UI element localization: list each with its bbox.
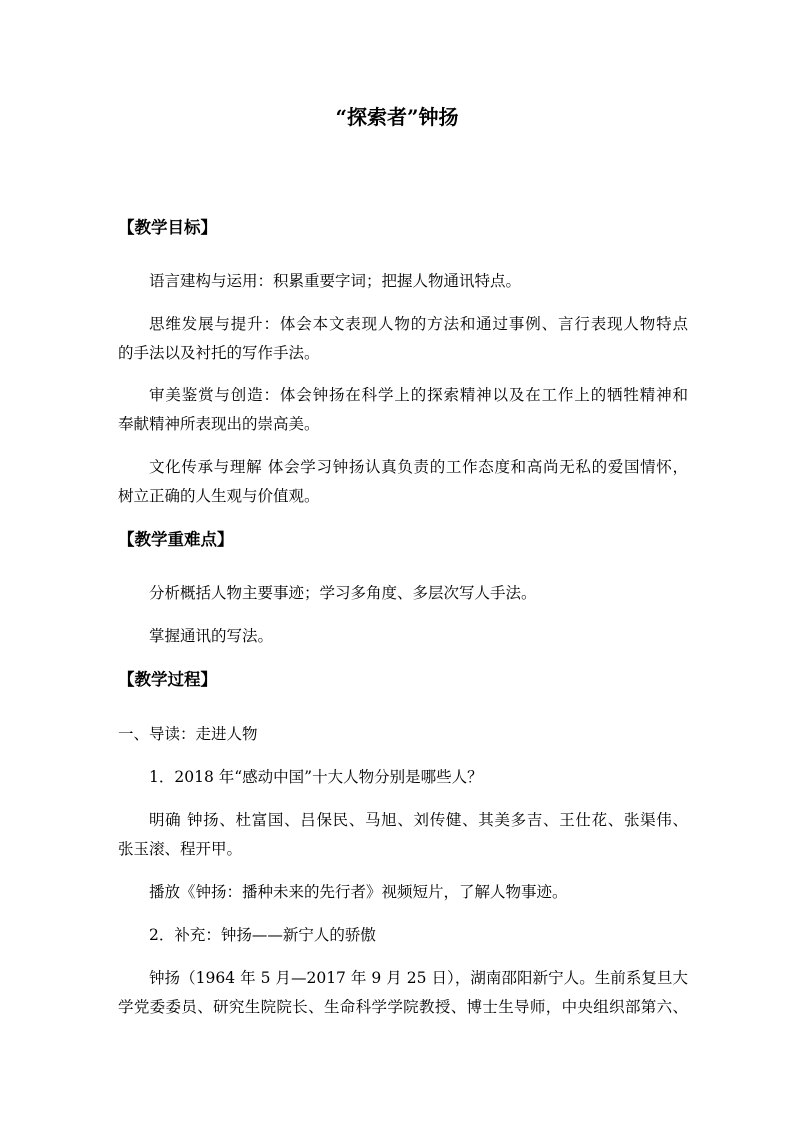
goal-aesthetics-line2: 奉献精神所表现出的崇高美。 <box>118 415 320 433</box>
process-step-intro: 一、导读：走进人物 <box>118 725 258 743</box>
key-point-analysis: 分析概括人物主要事迹；学习多角度、多层次写人手法。 <box>149 584 537 602</box>
goal-thinking-line2: 的手法以及衬托的写作手法。 <box>118 344 320 362</box>
process-bio-line1: 钟扬（1964 年 5 月—2017 年 9 月 25 日），湖南邵阳新宁人。生前系复旦大 <box>149 969 688 987</box>
goal-aesthetics-line1: 审美鉴赏与创造：体会钟扬在科学上的探索精神以及在工作上的牺牲精神和 <box>149 386 688 404</box>
process-video-note: 播放《钟扬：播种未来的先行者》视频短片，了解人物事迹。 <box>149 883 568 901</box>
section-heading-goals: 【教学目标】 <box>118 218 217 237</box>
process-bio-line2: 学党委委员、研究生院院长、生命科学学院教授、博士生导师，中央组织部第六、 <box>118 998 688 1016</box>
process-question-1: 1．2018 年“感动中国”十大人物分别是哪些人？ <box>149 768 483 786</box>
goal-language: 语言建构与运用：积累重要字词；把握人物通讯特点。 <box>149 272 522 290</box>
key-point-writing: 掌握通讯的写法。 <box>149 627 274 645</box>
goal-culture-line2: 树立正确的人生观与价值观。 <box>118 487 320 505</box>
process-question-2: 2．补充：钟扬——新宁人的骄傲 <box>149 926 376 944</box>
section-heading-process: 【教学过程】 <box>118 670 217 689</box>
section-heading-key-points: 【教学重难点】 <box>118 530 234 549</box>
goal-thinking-line1: 思维发展与提升：体会本文表现人物的方法和通过事例、言行表现人物特点 <box>149 315 688 333</box>
document-title: “探索者”钟扬 <box>335 105 459 129</box>
process-answer-1-line2: 张玉滚、程开甲。 <box>118 840 243 858</box>
process-answer-1-line1: 明确 钟扬、杜富国、吕保民、马旭、刘传健、其美多吉、王仕花、张渠伟、 <box>149 811 688 829</box>
goal-culture-line1: 文化传承与理解 体会学习钟扬认真负责的工作态度和高尚无私的爱国情怀， <box>149 458 688 476</box>
